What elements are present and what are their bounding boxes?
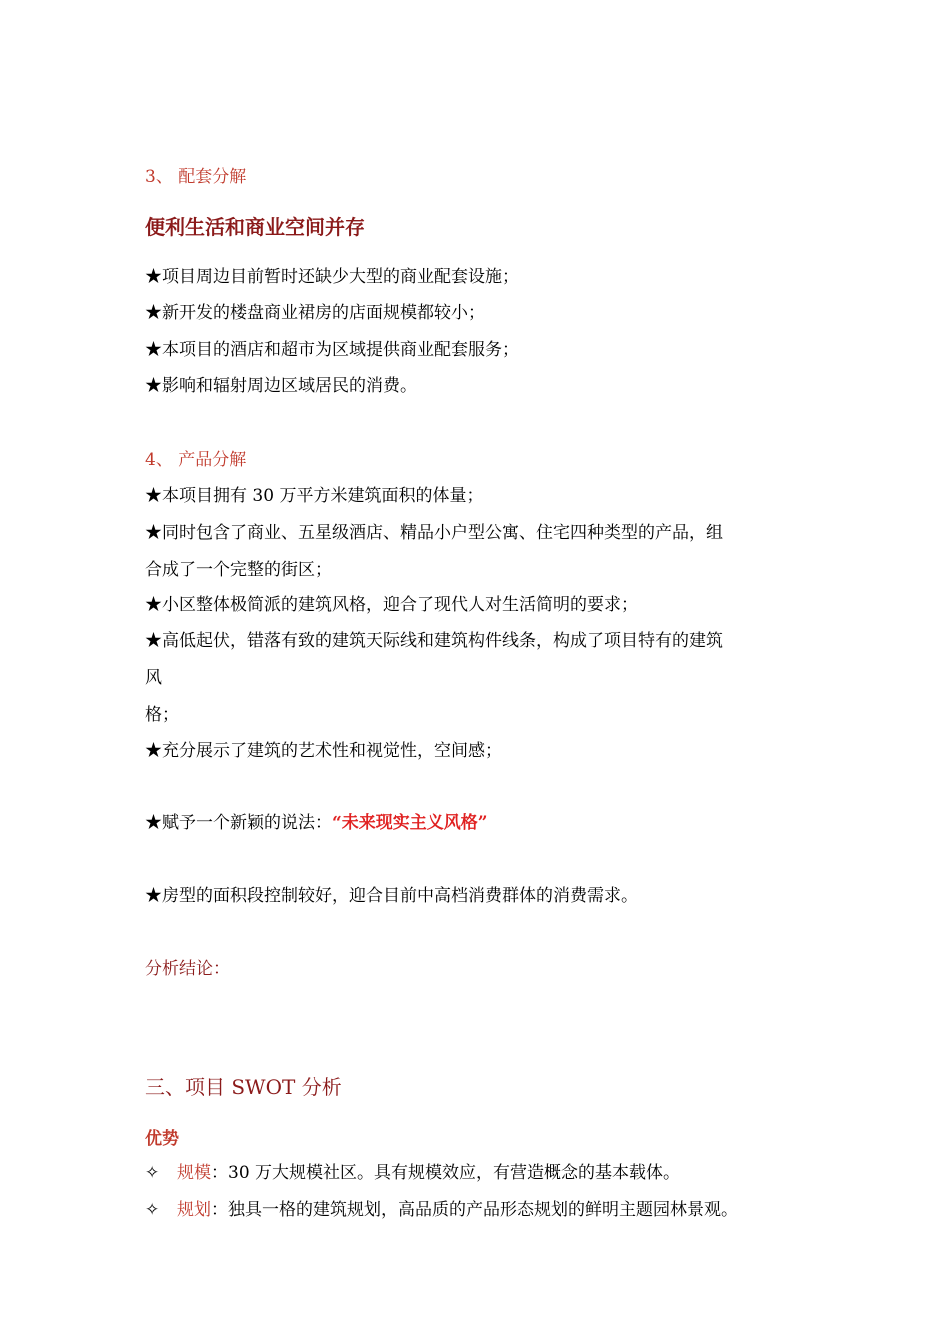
list-item: ★房型的面积段控制较好，迎合目前中高档消费群体的消费需求。 [145,886,638,906]
strength-label: 优势 [145,1129,179,1149]
swot-heading: 三、项目 SWOT 分析 [145,1075,342,1099]
list-item: ★影响和辐射周边区域居民的消费。 [145,376,417,396]
list-item: 格； [145,705,179,725]
list-item: ★充分展示了建筑的艺术性和视觉性，空间感； [145,741,502,761]
list-item: ★本项目拥有 30 万平方米建筑面积的体量； [145,486,484,506]
strength-item [145,1158,680,1183]
list-item: ★项目周边目前暂时还缺少大型的商业配套设施； [145,267,519,287]
section-4-heading: 4、 产品分解 [145,450,247,470]
section-3-subheading: 便利生活和商业空间并存 [145,215,365,239]
diamond-bullet-icon: ✧ [145,1163,160,1183]
list-item: ★本项目的酒店和超市为区域提供商业配套服务； [145,340,519,360]
analysis-conclusion: 分析结论： [145,959,230,979]
strength-item [145,1195,738,1220]
saying-line [145,808,488,833]
strength-text: ：独具一格的建筑规划，高品质的产品形态规划的鲜明主题园林景观。 [211,1200,738,1220]
list-item: ★新开发的楼盘商业裙房的店面规模都较小； [145,303,485,323]
saying-highlight: “未来现实主义风格” [332,813,488,833]
strength-key: 规划 [177,1200,211,1220]
list-item: ★同时包含了商业、五星级酒店、精品小户型公寓、住宅四种类型的产品，组 [145,523,723,543]
list-item: 风 [145,668,162,688]
list-item: 合成了一个完整的街区； [145,560,332,580]
strength-text: ：30 万大规模社区。具有规模效应，有营造概念的基本载体。 [211,1163,681,1183]
list-item: ★小区整体极简派的建筑风格，迎合了现代人对生活简明的要求； [145,595,638,615]
diamond-bullet-icon: ✧ [145,1200,160,1220]
list-item: ★高低起伏，错落有致的建筑天际线和建筑构件线条，构成了项目特有的建筑 [145,631,723,651]
strength-key: 规模 [177,1163,211,1183]
saying-prefix: ★赋予一个新颖的说法： [145,813,332,833]
section-3-heading: 3、 配套分解 [145,167,247,187]
